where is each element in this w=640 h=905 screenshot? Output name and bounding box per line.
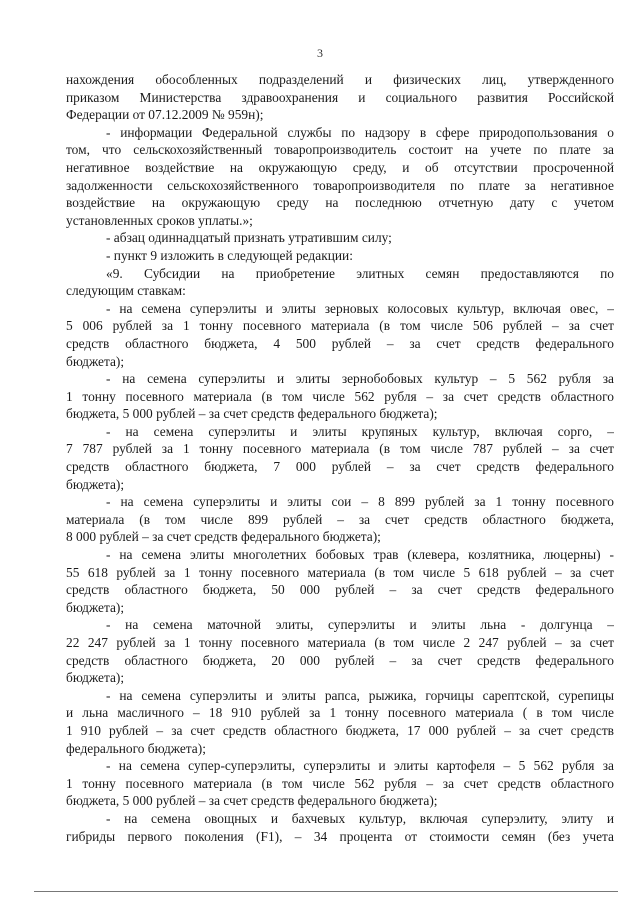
text-line: том, что сельскохозяйственный товаропроизводитель состоит на учете по плате за: [66, 142, 614, 158]
text-line: бюджета);: [66, 670, 125, 686]
text-line: 5 006 рублей за 1 тонну посевного материала (в том числе 506 рублей – за счет: [66, 318, 614, 334]
text-line: приказом Министерства здравоохранения и социального развития Российской: [66, 89, 614, 105]
text-line: 22 247 рублей за 1 тонну посевного материала (в том числе 2 247 рублей – за счет: [66, 635, 614, 650]
text-line: следующим ставкам:: [66, 283, 186, 299]
text-line: 1 910 рублей – за счет средств областного бюджета, 17 000 рублей – за счет средств: [66, 722, 614, 738]
page-bottom-rule: [34, 891, 618, 892]
text-line: гибриды первого поколения (F1), – 34 процента от стоимости семян (без учета: [66, 828, 614, 844]
text-line: - на семена суперэлиты и элиты зерновых колосовых культур, включая овес, –: [106, 300, 614, 316]
text-line: - на семена суперэлиты и элиты сои – 8 899 рублей за 1 тонну посевного: [106, 494, 614, 510]
text-line: - информации Федеральной службы по надзору в сфере природопользования о: [106, 124, 614, 140]
text-line: 7 787 рублей за 1 тонну посевного материала (в том числе 787 рублей – за счет: [66, 441, 614, 457]
text-line: 1 тонну посевного материала (в том числе 562 рубля – за счет средств областного: [66, 388, 614, 404]
page-number: 3: [317, 46, 323, 60]
text-line: установленных сроков уплаты.»;: [66, 212, 253, 228]
text-line: Федерации от 07.12.2009 № 959н);: [66, 107, 264, 123]
text-line: 1 тонну посевного материала (в том числе 562 рубля – за счет средств областного: [66, 775, 614, 791]
text-line: бюджета);: [66, 599, 125, 615]
text-line: - на семена маточной элиты, суперэлиты и элиты льна - долгунца –: [106, 617, 614, 633]
text-line: бюджета);: [66, 476, 125, 492]
text-line: бюджета, 5 000 рублей – за счет средств федерального бюджета);: [66, 793, 438, 809]
text-line: - на семена суперэлиты и элиты зернобобовых культур – 5 562 рубля за: [106, 371, 614, 387]
text-line: 55 618 рублей за 1 тонну посевного материала (в том числе 5 618 рублей – за счет: [66, 564, 614, 580]
text-line: бюджета, 5 000 рублей – за счет средств федерального бюджета);: [66, 406, 438, 422]
text-line: - на семена суперэлиты и элиты рапса, рыжика, горчицы сарептской, сурепицы: [106, 687, 614, 703]
text-line: федерального бюджета);: [66, 740, 206, 756]
text-line: задолженности сельскохозяйственного товаропроизводителя по плате за негативное: [66, 177, 614, 193]
text-line: средств областного бюджета, 7 000 рублей – за счет средств федерального: [66, 459, 614, 475]
text-line: - на семена элиты многолетних бобовых трав (клевера, козлятника, люцерны) -: [106, 547, 614, 563]
text-line: - абзац одиннадцатый признать утратившим силу;: [106, 230, 392, 246]
text-line: материала (в том числе 899 рублей – за счет средств областного бюджета,: [66, 511, 614, 527]
text-line: 8 000 рублей – за счет средств федерального бюджета);: [66, 529, 381, 545]
text-line: «9. Субсидии на приобретение элитных семян предоставляются по: [106, 265, 614, 281]
text-line: средств областного бюджета, 20 000 рублей – за счет средств федерального: [66, 652, 614, 668]
text-line: - на семена супер-суперэлиты, суперэлиты и элиты картофеля – 5 562 рубля за: [106, 758, 614, 774]
text-line: бюджета);: [66, 353, 125, 369]
text-line: и льна масличного – 18 910 рублей за 1 тонну посевного материала ( в том числе: [66, 705, 614, 721]
text-line: средств областного бюджета, 4 500 рублей – за счет средств федерального: [66, 335, 614, 351]
text-line: - на семена овощных и бахчевых культур, включая суперэлиту, элиту и: [106, 810, 614, 826]
text-line: негативное воздействие на окружающую среду, и об отсутствии просроченной: [66, 159, 614, 175]
text-line: - на семена суперэлиты и элиты крупяных культур, включая сорго, –: [106, 423, 614, 439]
text-line: нахождения обособленных подразделений и физических лиц, утвержденного: [66, 72, 614, 87]
text-line: - пункт 9 изложить в следующей редакции:: [106, 247, 353, 263]
document-body: [66, 71, 614, 845]
text-line: воздействие на окружающую среду на последнюю отчетную дату с учетом: [66, 195, 614, 211]
text-line: средств областного бюджета, 50 000 рублей – за счет средств федерального: [66, 582, 614, 598]
